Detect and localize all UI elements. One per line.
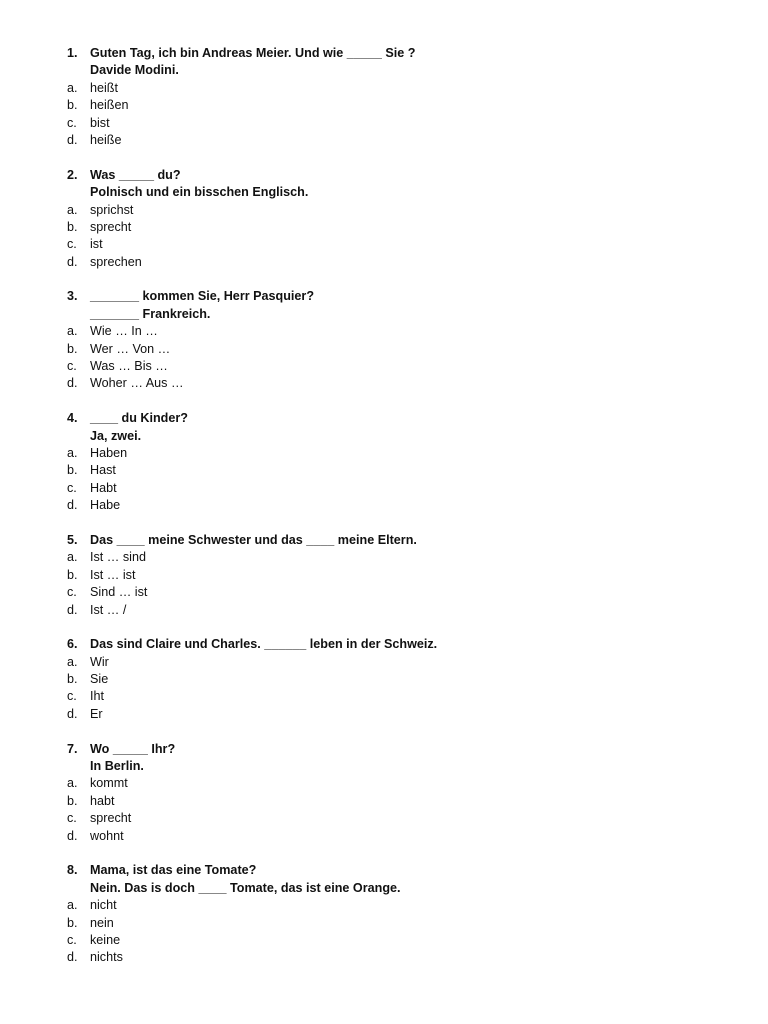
- answer-option[interactable]: [0, 584, 768, 601]
- question-number: 5.: [67, 532, 78, 547]
- option-text: Sind … ist: [90, 585, 148, 600]
- answer-option[interactable]: [0, 932, 768, 949]
- question-answer-line: Ja, zwei.: [90, 428, 142, 443]
- question-block: [0, 862, 768, 966]
- question-block: [0, 636, 768, 723]
- option-text: sprichst: [90, 202, 134, 217]
- question-line: [0, 741, 768, 758]
- answer-option[interactable]: [0, 202, 768, 219]
- question-prompt: Mama, ist das eine Tomate?: [90, 863, 257, 878]
- option-letter: d.: [67, 376, 78, 391]
- question-block: [0, 45, 768, 149]
- option-letter: c.: [67, 811, 77, 826]
- answer-option[interactable]: [0, 254, 768, 271]
- option-letter: b.: [67, 98, 78, 113]
- question-answer-line: Nein. Das is doch ____ Tomate, das ist eine Orange.: [90, 880, 401, 895]
- question-block: [0, 167, 768, 271]
- option-text: nicht: [90, 898, 117, 913]
- question-block: [0, 741, 768, 845]
- option-text: Habt: [90, 480, 117, 495]
- option-letter: b.: [67, 567, 78, 582]
- answer-option[interactable]: [0, 462, 768, 479]
- option-text: ist: [90, 237, 103, 252]
- answer-option[interactable]: [0, 949, 768, 966]
- option-letter: a.: [67, 654, 78, 669]
- question-block: [0, 532, 768, 619]
- option-text: heißen: [90, 98, 129, 113]
- option-text: nein: [90, 915, 114, 930]
- question-line: [0, 410, 768, 427]
- option-text: Ist … sind: [90, 550, 146, 565]
- option-letter: d.: [67, 254, 78, 269]
- option-text: Ist … ist: [90, 567, 136, 582]
- question-number: 8.: [67, 863, 78, 878]
- option-text: wohnt: [90, 828, 124, 843]
- question-line: [0, 880, 768, 897]
- question-line: [0, 636, 768, 653]
- question-prompt: ____ du Kinder?: [90, 411, 188, 426]
- option-letter: a.: [67, 776, 78, 791]
- option-letter: a.: [67, 550, 78, 565]
- option-letter: c.: [67, 480, 77, 495]
- option-text: Hast: [90, 463, 116, 478]
- option-text: sprechen: [90, 254, 142, 269]
- option-letter: a.: [67, 324, 78, 339]
- question-prompt: Das ____ meine Schwester und das ____ meine Eltern.: [90, 532, 417, 547]
- answer-option[interactable]: [0, 97, 768, 114]
- option-text: Woher … Aus …: [90, 376, 184, 391]
- option-text: heiße: [90, 132, 122, 147]
- quiz-sheet: [0, 45, 768, 984]
- option-text: keine: [90, 932, 121, 947]
- question-answer-line: Polnisch und ein bisschen Englisch.: [90, 185, 309, 200]
- question-line: [0, 288, 768, 305]
- question-line: [0, 428, 768, 445]
- question-number: 6.: [67, 637, 78, 652]
- question-prompt: Was _____ du?: [90, 167, 181, 182]
- answer-option[interactable]: [0, 115, 768, 132]
- option-letter: b.: [67, 915, 78, 930]
- option-text: Iht: [90, 689, 105, 704]
- answer-option[interactable]: [0, 602, 768, 619]
- question-number: 1.: [67, 46, 78, 60]
- option-letter: b.: [67, 341, 78, 356]
- option-letter: d.: [67, 132, 78, 147]
- answer-option[interactable]: [0, 445, 768, 462]
- option-letter: b.: [67, 219, 78, 234]
- option-text: Wer … Von …: [90, 341, 171, 356]
- answer-option[interactable]: [0, 654, 768, 671]
- answer-option[interactable]: [0, 375, 768, 392]
- option-letter: c.: [67, 237, 77, 252]
- option-letter: b.: [67, 672, 78, 687]
- question-number: 3.: [67, 289, 78, 304]
- option-letter: a.: [67, 445, 78, 460]
- option-letter: c.: [67, 115, 77, 130]
- option-text: habt: [90, 793, 115, 808]
- option-text: Wir: [90, 654, 109, 669]
- question-line: [0, 45, 768, 62]
- question-answer-line: _______ Frankreich.: [90, 306, 211, 321]
- question-prompt: Wo _____ Ihr?: [90, 741, 176, 756]
- option-text: Er: [90, 706, 103, 721]
- question-prompt: _______ kommen Sie, Herr Pasquier?: [90, 289, 315, 304]
- option-text: Wie … In …: [90, 324, 158, 339]
- question-block: [0, 410, 768, 514]
- question-block: [0, 288, 768, 392]
- answer-option[interactable]: [0, 549, 768, 566]
- question-line: [0, 62, 768, 79]
- question-number: 2.: [67, 167, 78, 182]
- answer-option[interactable]: [0, 80, 768, 97]
- question-prompt: Guten Tag, ich bin Andreas Meier. Und wie _____ Sie ?: [90, 46, 416, 60]
- option-text: nichts: [90, 950, 123, 965]
- option-letter: c.: [67, 359, 77, 374]
- option-letter: c.: [67, 585, 77, 600]
- option-letter: d.: [67, 498, 78, 513]
- option-text: Sie: [90, 672, 109, 687]
- answer-option[interactable]: [0, 236, 768, 253]
- option-letter: a.: [67, 898, 78, 913]
- option-letter: c.: [67, 689, 77, 704]
- answer-option[interactable]: [0, 688, 768, 705]
- answer-option[interactable]: [0, 793, 768, 810]
- answer-option[interactable]: [0, 567, 768, 584]
- question-number: 7.: [67, 741, 78, 756]
- option-text: Haben: [90, 445, 128, 460]
- question-line: [0, 184, 768, 201]
- option-text: heißt: [90, 80, 118, 95]
- option-letter: d.: [67, 602, 78, 617]
- option-text: Ist … /: [90, 602, 127, 617]
- answer-option[interactable]: [0, 219, 768, 236]
- option-text: sprecht: [90, 811, 132, 826]
- answer-option[interactable]: [0, 497, 768, 514]
- answer-option[interactable]: [0, 810, 768, 827]
- option-letter: a.: [67, 202, 78, 217]
- answer-option[interactable]: [0, 341, 768, 358]
- question-line: [0, 167, 768, 184]
- option-text: Habe: [90, 498, 121, 513]
- answer-option[interactable]: [0, 828, 768, 845]
- answer-option[interactable]: [0, 915, 768, 932]
- option-text: kommt: [90, 776, 128, 791]
- option-letter: b.: [67, 793, 78, 808]
- answer-option[interactable]: [0, 480, 768, 497]
- answer-option[interactable]: [0, 132, 768, 149]
- option-letter: d.: [67, 950, 78, 965]
- answer-option[interactable]: [0, 897, 768, 914]
- question-answer-line: Davide Modini.: [90, 63, 179, 78]
- question-line: [0, 758, 768, 775]
- option-letter: b.: [67, 463, 78, 478]
- question-line: [0, 306, 768, 323]
- question-answer-line: In Berlin.: [90, 759, 144, 774]
- option-text: bist: [90, 115, 110, 130]
- question-line: [0, 532, 768, 549]
- option-text: Was … Bis …: [90, 359, 168, 374]
- question-line: [0, 862, 768, 879]
- answer-option[interactable]: [0, 775, 768, 792]
- answer-option[interactable]: [0, 358, 768, 375]
- option-letter: d.: [67, 828, 78, 843]
- option-letter: c.: [67, 932, 77, 947]
- option-text: sprecht: [90, 219, 132, 234]
- question-prompt: Das sind Claire und Charles. ______ leben in der Schweiz.: [90, 637, 438, 652]
- answer-option[interactable]: [0, 323, 768, 340]
- option-letter: d.: [67, 706, 78, 721]
- question-number: 4.: [67, 411, 78, 426]
- answer-option[interactable]: [0, 671, 768, 688]
- answer-option[interactable]: [0, 706, 768, 723]
- option-letter: a.: [67, 80, 78, 95]
